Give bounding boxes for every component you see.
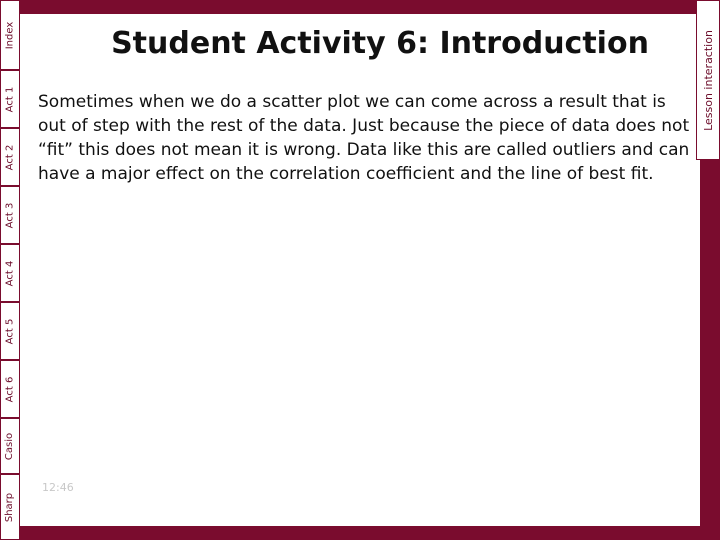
tab-act-3[interactable]: Act 3: [0, 186, 20, 244]
timestamp: 12:46: [42, 481, 74, 494]
tab-casio[interactable]: Casio: [0, 418, 20, 474]
tab-lesson-interaction[interactable]: Lesson interaction: [696, 0, 720, 160]
tab-act-1[interactable]: Act 1: [0, 70, 20, 128]
page-title: Student Activity 6: Introduction: [111, 26, 649, 61]
tab-act-5[interactable]: Act 5: [0, 302, 20, 360]
left-nav-tabs: [0, 0, 20, 540]
tab-act-6[interactable]: Act 6: [0, 360, 20, 418]
frame-top: [0, 0, 720, 14]
intro-paragraph: Sometimes when we do a scatter plot we can come across a result that is out of step with the rest of the data. Just because the piece of data does not “fit” this does not mean it is wrong. Data like this are called outliers and can have a major effect on the correlation coefficient and the line of best fit.: [38, 92, 690, 184]
tab-index[interactable]: Index: [0, 0, 20, 70]
tab-act-4[interactable]: Act 4: [0, 244, 20, 302]
frame-bottom: [0, 526, 720, 540]
tab-sharp[interactable]: Sharp: [0, 474, 20, 540]
tab-act-2[interactable]: Act 2: [0, 128, 20, 186]
